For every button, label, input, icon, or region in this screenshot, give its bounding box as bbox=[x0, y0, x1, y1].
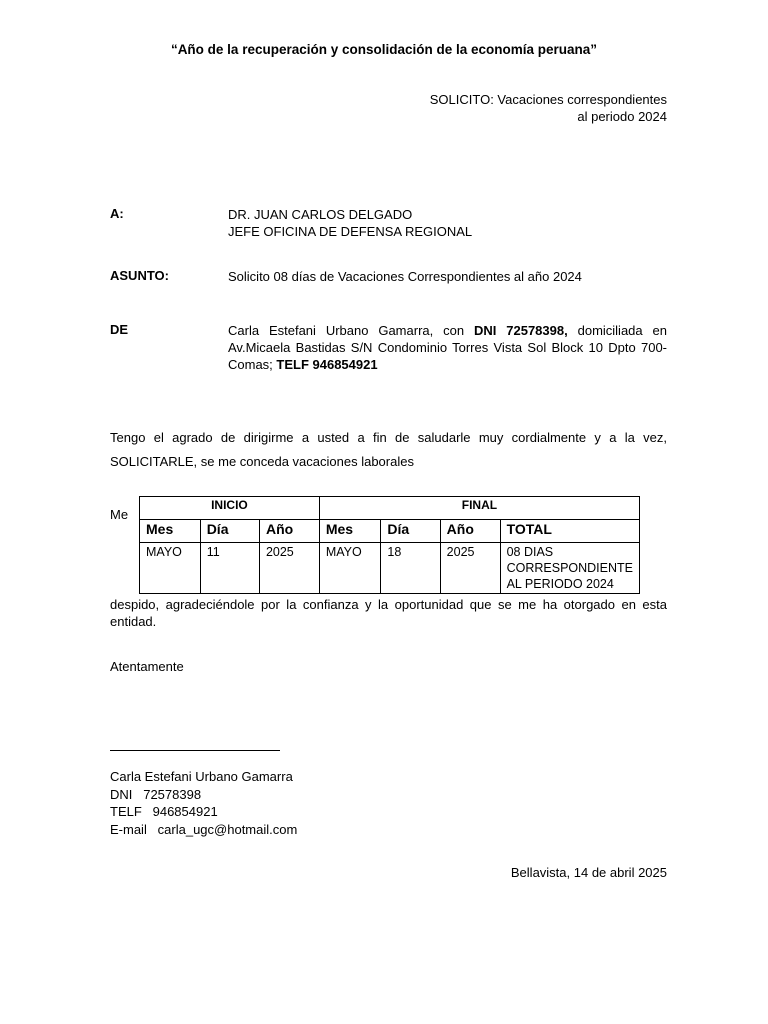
closing-paragraph: despido, agradeciéndole por la confianza y la oportunidad que se me ha otorgado en esta entidad. bbox=[110, 597, 667, 629]
table-header-row bbox=[140, 520, 640, 543]
signature-dni: DNI 72578398 bbox=[110, 786, 202, 802]
to-label: A: bbox=[110, 206, 124, 221]
subject-label: ASUNTO: bbox=[110, 268, 169, 283]
to-block bbox=[228, 206, 472, 240]
header-cell: Mes bbox=[319, 520, 381, 543]
signature-block bbox=[110, 768, 297, 838]
header-cell: Día bbox=[381, 520, 440, 543]
signature-line bbox=[110, 750, 280, 751]
table-cell: 2025 bbox=[259, 543, 319, 594]
table-cell: 18 bbox=[381, 543, 440, 594]
from-block bbox=[228, 322, 667, 373]
table-cell: MAYO bbox=[319, 543, 381, 594]
from-name: Carla Estefani Urbano Gamarra, con bbox=[228, 323, 474, 338]
table-cell: 11 bbox=[200, 543, 259, 594]
solicito-block bbox=[430, 91, 667, 125]
intro-paragraph: Tengo el agrado de dirigirme a usted a fin de saludarle muy cordialmente y a la vez, SOLICITARLE, se me conceda vacaciones laborales bbox=[110, 430, 667, 469]
header-cell: Año bbox=[259, 520, 319, 543]
group-start-header: INICIO bbox=[140, 497, 320, 520]
from-telf: TELF 946854921 bbox=[276, 357, 378, 372]
table-group-header-row bbox=[140, 497, 640, 520]
header-cell: Año bbox=[440, 520, 500, 543]
from-address: domiciliada en Av.Micaela Bastidas S/N Condominio Torres Vista Sol Block 10 Dpto 700-Comas; bbox=[228, 323, 667, 372]
place-date: Bellavista, 14 de abril 2025 bbox=[510, 865, 667, 880]
vacation-table bbox=[139, 496, 640, 594]
from-label: DE bbox=[110, 322, 129, 337]
header-cell: Mes bbox=[140, 520, 201, 543]
header-cell: TOTAL bbox=[500, 520, 639, 543]
document-heading: “Año de la recuperación y consolidación de la economía peruana” bbox=[170, 42, 598, 57]
solicito-line-2: al periodo 2024 bbox=[577, 109, 667, 124]
signature-telf: TELF 946854921 bbox=[110, 804, 218, 819]
table-cell-total: 08 DIAS CORRESPONDIENTE AL PERIODO 2024 bbox=[500, 543, 639, 594]
table-cell: MAYO bbox=[140, 543, 201, 594]
group-end-header: FINAL bbox=[319, 497, 639, 520]
to-position: JEFE OFICINA DE DEFENSA REGIONAL bbox=[228, 224, 473, 239]
signature-email: E-mail carla_ugc@hotmail.com bbox=[110, 821, 298, 837]
farewell: Atentamente bbox=[110, 659, 184, 674]
solicito-line-1: SOLICITO: Vacaciones correspondientes bbox=[429, 92, 667, 107]
subject-text: Solicito 08 días de Vacaciones Correspondientes al año 2024 bbox=[228, 269, 582, 284]
table-cell: 2025 bbox=[440, 543, 500, 594]
header-cell: Día bbox=[200, 520, 259, 543]
signature-name: Carla Estefani Urbano Gamarra bbox=[110, 769, 293, 784]
me-text: Me bbox=[110, 507, 129, 522]
to-name: DR. JUAN CARLOS DELGADO bbox=[228, 207, 413, 222]
table-row bbox=[140, 543, 640, 594]
from-dni: DNI 72578398, bbox=[473, 323, 568, 338]
